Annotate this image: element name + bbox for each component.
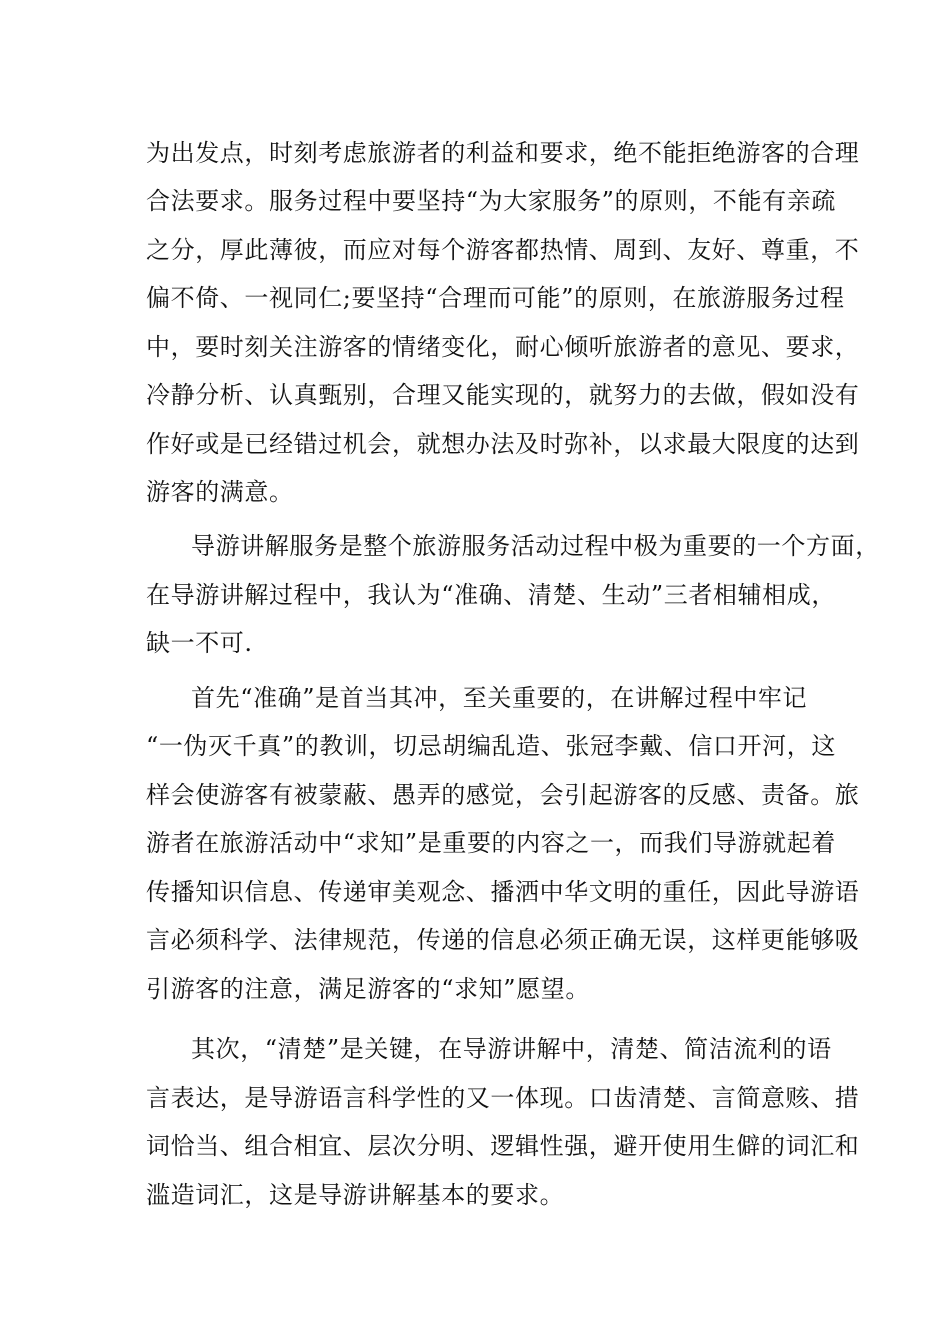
paragraph-4-line-4: 滥造词汇，这是导游讲解基本的要求。 <box>146 1181 565 1209</box>
paragraph-1-line-1: 为出发点，时刻考虑旅游者的利益和要求，绝不能拒绝游客的合理 <box>146 139 860 167</box>
paragraph-2-line-1: 导游讲解服务是整个旅游服务活动过程中极为重要的一个方面， <box>191 532 880 560</box>
paragraph-1-line-6: 冷静分析、认真甄别，合理又能实现的，就努力的去做，假如没有 <box>146 381 860 409</box>
paragraph-1-line-4: 偏不倚、一视同仁;要坚持“合理而可能”的原则，在旅游服务过程 <box>146 284 845 312</box>
paragraph-3-line-5: 传播知识信息、传递审美观念、播洒中华文明的重任，因此导游语 <box>146 878 860 906</box>
paragraph-3-line-4: 游者在旅游活动中“求知”是重要的内容之一，而我们导游就起着 <box>146 829 836 857</box>
paragraph-3-line-6: 言必须科学、法律规范，传递的信息必须正确无误，这样更能够吸 <box>146 926 860 954</box>
paragraph-1-line-7: 作好或是已经错过机会，就想办法及时弥补，以求最大限度的达到 <box>146 430 860 458</box>
paragraph-2-line-2: 在导游讲解过程中，我认为“准确、清楚、生动”三者相辅相成， <box>146 581 836 609</box>
paragraph-1-line-5: 中，要时刻关注游客的情绪变化，耐心倾听旅游者的意见、要求， <box>146 333 860 361</box>
paragraph-3-line-3: 样会使游客有被蒙蔽、愚弄的感觉，会引起游客的反感、责备。旅 <box>146 781 860 809</box>
paragraph-3-line-1: 首先“准确”是首当其冲，至关重要的，在讲解过程中牢记 <box>191 684 808 712</box>
paragraph-1-line-2: 合法要求。服务过程中要坚持“为大家服务”的原则，不能有亲疏 <box>146 187 836 215</box>
paragraph-1-line-3: 之分，厚此薄彼，而应对每个游客都热情、周到、友好、尊重，不 <box>146 236 860 264</box>
paragraph-1-line-8: 游客的满意。 <box>146 478 294 506</box>
paragraph-3-line-7: 引游客的注意，满足游客的“求知”愿望。 <box>146 975 590 1003</box>
paragraph-4-line-1: 其次，“清楚”是关键，在导游讲解中，清楚、简洁流利的语 <box>191 1035 832 1063</box>
paragraph-2-line-3: 缺一不可. <box>146 629 253 657</box>
paragraph-4-line-2: 言表达，是导游语言科学性的又一体现。口齿清楚、言简意赅、措 <box>146 1084 860 1112</box>
paragraph-4-line-3: 词恰当、组合相宜、层次分明、逻辑性强，避开使用生僻的词汇和 <box>146 1132 860 1160</box>
paragraph-3-line-2: “一伪灭千真”的教训，切忌胡编乱造、张冠李戴、信口开河，这 <box>146 732 836 760</box>
